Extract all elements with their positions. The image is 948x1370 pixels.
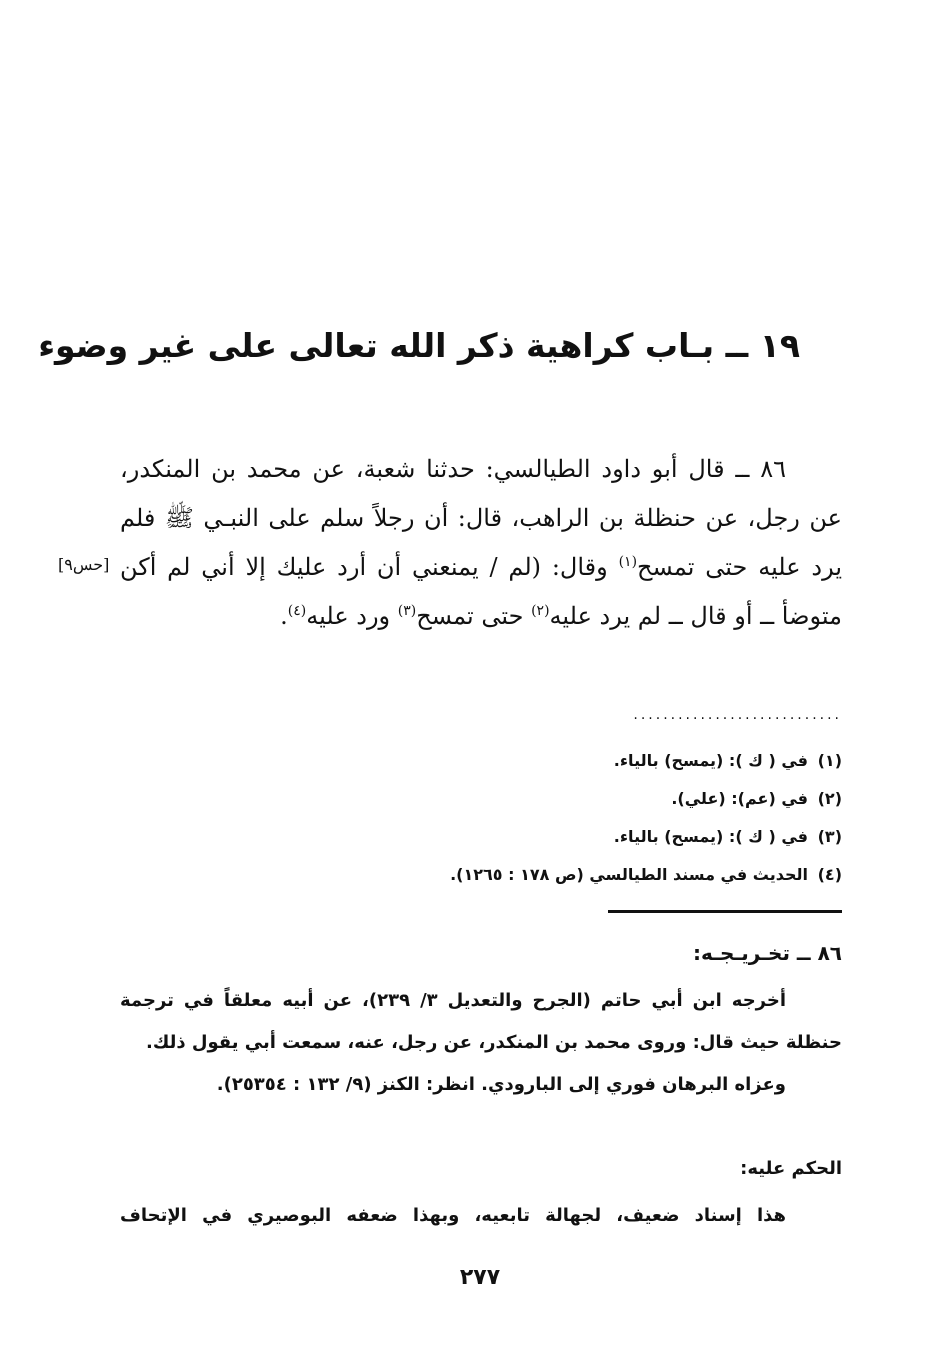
chapter-title: ١٩ ــ بـاب كراهية ذكر الله تعالى على غير وضوء xyxy=(38,326,800,365)
takhrij-text xyxy=(120,980,842,1106)
hadith-text-end: . xyxy=(280,602,288,630)
footnote-ref-1[interactable]: (١) xyxy=(618,554,638,570)
footnote-number: (٢) xyxy=(817,789,842,808)
hadith-text-part-2: وقال: (لم / يمنعني أن أرد عليك إلا أني لم أكن متوضأ ــ أو قال ــ لم يرد عليه xyxy=(120,553,842,630)
section-divider-rule xyxy=(608,910,842,913)
takhrij-paragraph-2: وعزاه البرهان فوري إلى البارودي. انظر: الكنز (٩/ ١٣٢ : ٢٥٣٥٤). xyxy=(216,1074,786,1095)
footnote-text: في ( ك ): (يمسح) بالياء. xyxy=(613,751,808,770)
footnote-text: الحديث في مسند الطيالسي (ص ١٧٨ : ١٢٦٥). xyxy=(450,865,808,884)
page-number: ٢٧٧ xyxy=(459,1265,501,1290)
hadith-text-part-4: ورد عليه xyxy=(306,602,391,630)
hadith-text-part-3: حتى تمسح xyxy=(416,602,524,630)
footnote-item xyxy=(300,742,842,780)
footnote-item xyxy=(300,780,842,818)
hadith-text-part-1: قال أبو داود الطيالسي: حدثنا شعبة، عن محمد بن المنكدر، عن رجل، عن حنظلة بن الراهب، قال: أن رجلاً سلم على النبـي ﷺ فلم يرد عليه حتى تمسح xyxy=(120,455,842,581)
hukm-text-block xyxy=(120,1195,842,1237)
marginal-manuscript-note: [حس٩] xyxy=(58,555,110,574)
footnote-number: (٤) xyxy=(817,865,842,884)
footnote-item xyxy=(300,856,842,894)
takhrij-paragraph-1: أخرجه ابن أبي حاتم (الجرح والتعديل ٣/ ٢٣٩)، عن أبيه معلقاً في ترجمة حنظلة حيث قال: وروى محمد بن المنكدر، عن رجل، عنه، سمعت أبي يقول ذلك. xyxy=(120,990,842,1053)
footnote-text: في (عم): (علي). xyxy=(671,789,808,808)
hukm-text: هذا إسناد ضعيف، لجهالة تابعيه، وبهذا ضعفه البوصيري في الإتحاف xyxy=(120,1205,786,1226)
hadith-text xyxy=(120,445,842,641)
footnote-number: (١) xyxy=(817,751,842,770)
footnote-text: في ( ك ): (يمسح) بالياء. xyxy=(613,827,808,846)
footnote-item xyxy=(300,818,842,856)
footnote-number: (٣) xyxy=(817,827,842,846)
footnote-ref-3[interactable]: (٣) xyxy=(397,603,417,619)
footnote-ref-4[interactable]: (٤) xyxy=(287,603,307,619)
takhrij-heading: ٨٦ ــ تخـريـجـه: xyxy=(693,941,842,965)
footnote-separator-dots: ............................ xyxy=(633,707,842,723)
footnotes-list xyxy=(300,742,842,894)
footnote-ref-2[interactable]: (٢) xyxy=(531,603,550,619)
hukm-heading: الحكم عليه: xyxy=(740,1158,842,1179)
hadith-number: ٨٦ ــ xyxy=(735,455,786,483)
